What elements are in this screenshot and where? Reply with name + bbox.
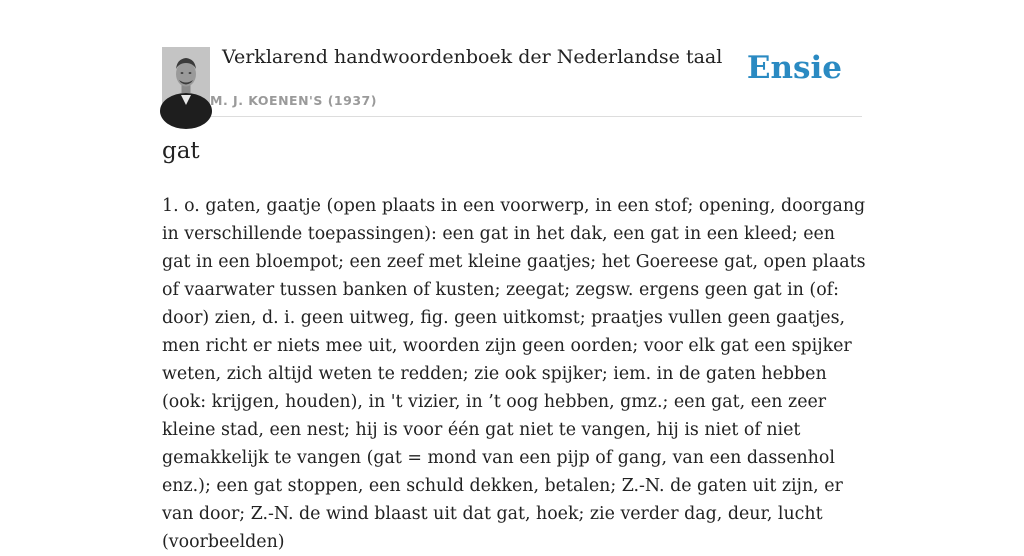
header — [162, 46, 862, 117]
book-title: Verklarend handwoordenboek der Nederlandse taal — [222, 46, 723, 68]
entry-definition: 1. o. gaten, gaatje (open plaats in een voorwerp, in een stof; opening, doorgang in verschillende toepassingen): een gat in het dak, een gat in een kleed; een gat in een bloempot; een zeef met kleine gaatjes; het Goereese gat, open plaats of vaarwater tussen banken of kusten; zeegat; zegsw. ergens geen gat in (of: door) zien, d. i. geen uitweg, fig. geen uitkomst; praatjes vullen geen gaatjes, men richt er niets mee uit, woorden zijn geen oorden; voor elk gat een spijker weten, zich altijd weten te redden; zie ook spijker; iem. in de gaten hebben (ook: krijgen, houden), in 't vizier, in ’t oog hebben, gmz.; een gat, een zeer kleine stad, een nest; hij is voor één gat niet te vangen, hij is niet of niet gemakkelijk te vangen (gat = mond van een pijp of gang, van een dassenhol enz.); een gat stoppen, een schuld dekken, betalen; Z.-N. de gaten uit zijn, er van door; Z.-N. de wind blaast uit dat gat, hoek; zie verder dag, deur, lucht (voorbeelden) — [162, 196, 866, 552]
entry-headword: gat — [162, 138, 200, 164]
book-subtitle: M. J. KOENEN'S (1937) — [210, 93, 377, 108]
brand-logo[interactable]: Ensie — [746, 50, 842, 86]
author-portrait-icon — [162, 47, 210, 115]
